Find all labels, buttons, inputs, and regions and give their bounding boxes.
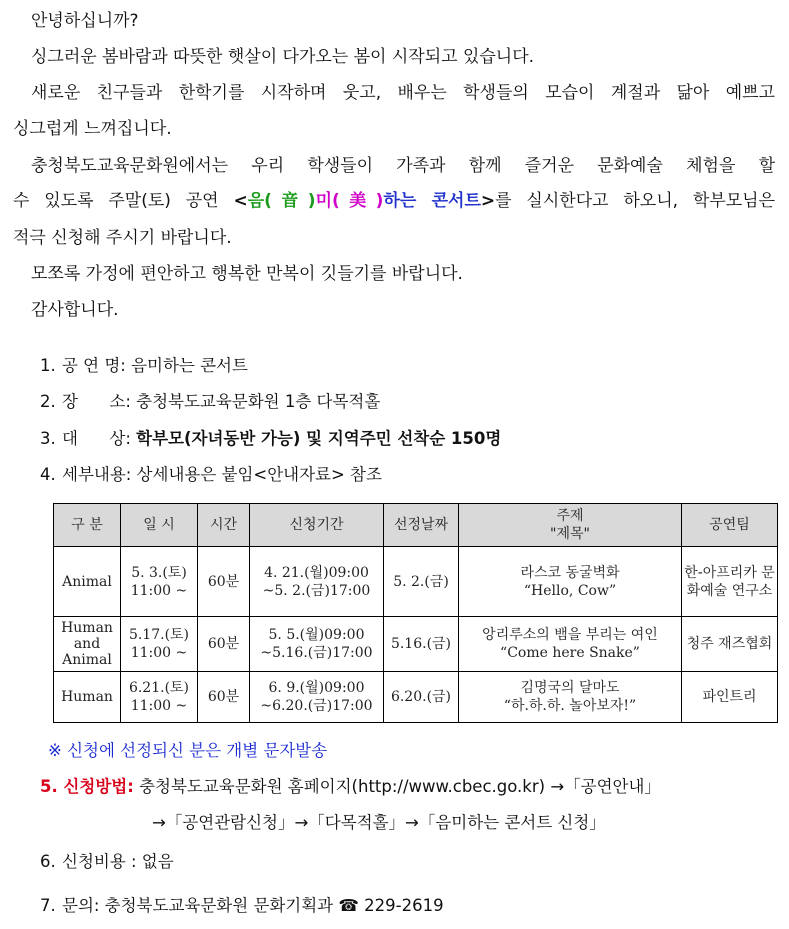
table-row: Animal 5. 3.(토) 11:00 ~ 60분 4. 21.(월)09:00 ~5. 2.(금)17:00 5. 2.(금) 라스코 동굴벽화 “Hello, Cow” 한-아프리카 문화예술 연구소 (54, 547, 778, 617)
item-4: 4. 세부내용: 상세내용은 붙임<안내자료> 참조 (40, 465, 382, 484)
header-select-date: 선정날짜 (384, 504, 459, 547)
header-theme: 주제 "제목" (459, 504, 682, 547)
header-date: 일 시 (121, 504, 198, 547)
item-6-cost: 6. 신청비용 : 없음 (40, 852, 174, 871)
greeting: 안녕하십니까? (31, 11, 139, 31)
header-category: 구 분 (54, 504, 121, 547)
paragraph-2 (13, 82, 775, 104)
phone-icon: ☎ (338, 896, 359, 915)
paragraph-3-line-1: 충청북도교육문화원에서는 우리 학생들이 가족과 함께 즐거운 문화예술 체험을 할 (31, 156, 775, 176)
apply-label: 5. 신청방법: (40, 777, 134, 796)
item-3: 3. 대 상: 학부모(자녀동반 가능) 및 지역주민 선착순 150명 (40, 429, 502, 448)
table-row: Human 6.21.(토) 11:00 ~ 60분 6. 9.(월)09:00 ~6.20.(금)17:00 6.20.(금) 김명국의 달마도 “하.하.하. 놀아보자!” 파인트리 (54, 672, 778, 723)
paragraph-1: 싱그러운 봄바람과 따뜻한 햇살이 다가오는 봄이 시작되고 있습니다. (31, 47, 535, 67)
paragraph-3-line-2: 수 있도록 주말(토) 공연 <음(音)미(美)하는 콘서트>를 실시한다고 하오니, 학부모님은 (13, 191, 776, 211)
paragraph-2-line-2: 싱그럽게 느껴집니다. (13, 119, 172, 139)
concert-title: <음(音)미(美)하는 콘서트> (233, 191, 496, 211)
notice-text: ※ 신청에 선정되신 분은 개별 문자발송 (48, 741, 328, 760)
item-7-contact: 7. 문의: 충청북도교육문화원 문화기획과 ☎ 229-2619 (40, 896, 444, 915)
schedule-table (53, 503, 778, 723)
paragraph-3-line-3: 적극 신청해 주시기 바랍니다. (13, 228, 232, 248)
paragraph-3 (13, 155, 775, 177)
item-2: 2. 장 소: 충청북도교육문화원 1층 다목적홀 (40, 392, 381, 411)
paragraph-2-line-1: 새로운 친구들과 한학기를 시작하며 웃고, 배우는 학생들의 모습이 계절과 닮아 예쁘고 (31, 83, 775, 103)
header-team: 공연팀 (682, 504, 778, 547)
table-row: Human and Animal 5.17.(토) 11:00 ~ 60분 5. 5.(월)09:00 ~5.16.(금)17:00 5.16.(금) 앙리루소의 뱀을 부리는 여인 “Come here Snake” 청주 재즈협회 (54, 617, 778, 672)
item-1: 1. 공 연 명: 음미하는 콘서트 (40, 356, 248, 375)
apply-path-line-2: →「공연관람신청」→「다목적홀」→「음미하는 콘서트 신청」 (152, 813, 606, 832)
paragraph-4: 모쪼록 가정에 편안하고 행복한 만복이 깃들기를 바랍니다. (31, 264, 463, 284)
closing: 감사합니다. (31, 300, 119, 320)
phone-number: 229-2619 (358, 896, 444, 915)
table-header-row (54, 504, 778, 547)
header-period: 신청기간 (250, 504, 384, 547)
item-5-apply: 5. 신청방법: 충청북도교육문화원 홈페이지(http://www.cbec.go.kr) →「공연안내」 (40, 777, 661, 796)
header-time: 시간 (198, 504, 250, 547)
